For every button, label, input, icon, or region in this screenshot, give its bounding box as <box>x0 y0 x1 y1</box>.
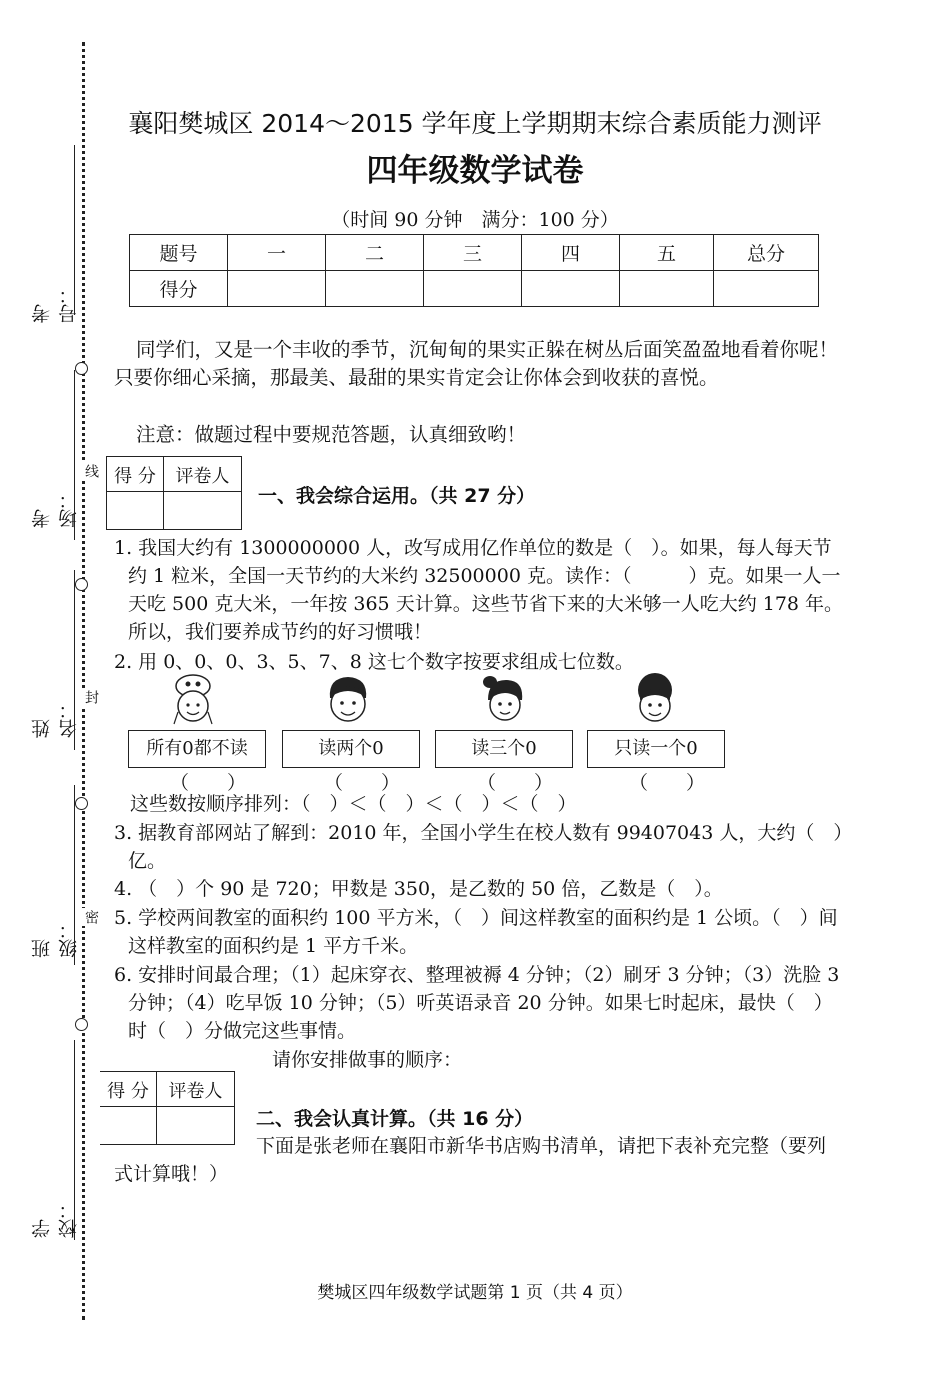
time-info: （时间 90 分钟 满分：100 分） <box>331 209 619 231</box>
question-6: 6. 安排时间最合理；（1）起床穿衣、整理被褥 4 分钟；（2）刷牙 3 分钟；（3）洗脸 3 分钟；（4）吃早饭 10 分钟；（5）听英语录音 20 分钟。如果七时起床，最快（ ）时（ ）分做完这些事情。 <box>114 964 840 1042</box>
question-6-subprompt: 请你安排做事的顺序： <box>272 1049 463 1071</box>
score-header-cell: 二 <box>326 235 424 271</box>
score-header-cell: 四 <box>522 235 620 271</box>
score-cell[interactable] <box>326 271 424 307</box>
requirement-box-read-one-zero: 只读一个0 <box>587 730 725 768</box>
school-label: 学校： <box>31 1200 80 1238</box>
grader-name-label: 评卷人 <box>175 466 230 487</box>
score-cell[interactable] <box>620 271 714 307</box>
score-header-cell: 五 <box>620 235 714 271</box>
class-blank[interactable] <box>74 785 75 965</box>
section2-intro: 下面是张老师在襄阳市新华书店购书清单，请把下表补充完整（要列式计算哦！） <box>114 1135 827 1185</box>
score-table <box>129 234 819 307</box>
score-cell[interactable] <box>714 271 819 307</box>
score-cell[interactable] <box>424 271 522 307</box>
question-5: 5. 学校两间教室的面积约 100 平方米，（ ）间这样教室的面积约是 1 公顷。（ ）间这样教室的面积约是 1 平方千米。 <box>114 907 838 957</box>
requirement-box-no-zero-read: 所有0都不读 <box>128 730 266 768</box>
exam-subtitle: 四年级数学试卷 <box>366 153 584 189</box>
answer-blank[interactable]: （ ） <box>170 772 247 794</box>
question-3: 3. 据教育部网站了解到：2010 年，全国小学生在校人数有 99407043 人，大约（ ）亿。 <box>114 822 843 872</box>
page-footer: 樊城区四年级数学试题第 1 页（共 4 页） <box>317 1283 633 1303</box>
question-1: 1. 我国大约有 1300000000 人，改写成用亿作单位的数是（ ）。如果，每人每天节约 1 粒米，全国一天节约的大米约 32500000 克。读作：（ ）克。如果一人一天吃 500 克大米，一年按 365 天计算。这些节省下来的大米够一人吃大约 178 年。所以，我们要养成节约的好习惯哦！ <box>114 537 844 643</box>
answer-blank[interactable]: （ ） <box>629 772 706 794</box>
score-header-cell: 总分 <box>714 235 819 271</box>
score-cell[interactable] <box>228 271 326 307</box>
answer-blank[interactable]: （ ） <box>324 772 401 794</box>
binding-hole-circle <box>75 362 88 375</box>
order-prompt: 这些数按顺序排列：（ ）＜（ ）＜（ ）＜（ ） <box>130 793 577 815</box>
section2-title: 二、我会认真计算。（共 16 分） <box>256 1108 534 1130</box>
score-table-score-row <box>130 271 819 307</box>
school-blank[interactable] <box>74 1040 75 1240</box>
exam-number-label: 考号： <box>31 285 80 323</box>
boy-face-icon <box>322 672 374 730</box>
section1-title: 一、我会综合运用。（共 27 分） <box>258 485 536 507</box>
binding-hole-circle <box>75 1018 88 1031</box>
score-row-label: 得分 <box>130 271 228 307</box>
name-blank[interactable] <box>74 570 75 750</box>
name-label: 姓名： <box>31 700 80 738</box>
binding-word-secret: 密 <box>83 910 99 924</box>
exam-title: 襄阳樊城区 2014～2015 学年度上学期期末综合素质能力测评 <box>128 109 822 138</box>
score-cell[interactable] <box>522 271 620 307</box>
girl-ponytail-icon <box>478 672 532 730</box>
score-header-cell: 三 <box>424 235 522 271</box>
question-4: 4. （ ）个 90 是 720；甲数是 350，是乙数的 50 倍，乙数是（ ）。 <box>114 878 723 900</box>
notice-text: 注意：做题过程中要规范答题，认真细致哟！ <box>136 423 527 446</box>
binding-word-seal: 封 <box>83 690 99 704</box>
binding-dotted-line <box>82 42 85 1320</box>
score-header-cell: 题号 <box>130 235 228 271</box>
question-2: 2. 用 0、0、0、3、5、7、8 这七个数字按要求组成七位数。 <box>114 651 634 673</box>
grader-score-label: 得 分 <box>107 1081 149 1102</box>
requirement-box-read-two-zeros: 读两个0 <box>282 730 420 768</box>
score-header-cell: 一 <box>228 235 326 271</box>
binding-word-line: 线 <box>83 464 99 478</box>
answer-blank[interactable]: （ ） <box>477 772 554 794</box>
requirement-box-read-three-zeros: 读三个0 <box>435 730 573 768</box>
binding-hole-circle <box>75 797 88 810</box>
boy-curly-hair-icon <box>628 672 682 730</box>
intro-paragraph: 同学们，又是一个丰收的季节，沉甸甸的果实正躲在树丛后面笑盈盈地看着你呢！只要你细心采摘，那最美、最甜的果实肯定会让你体会到收获的喜悦。 <box>114 338 839 389</box>
class-label: 班级： <box>31 920 80 958</box>
grader-score-label: 得 分 <box>114 466 156 487</box>
exam-room-label: 考场： <box>31 490 80 528</box>
binding-hole-circle <box>75 578 88 591</box>
section1-grader-box <box>106 456 242 530</box>
girl-with-hat-icon <box>168 672 218 728</box>
exam-room-blank[interactable] <box>74 370 75 540</box>
score-table-header-row <box>130 235 819 271</box>
grader-name-label: 评卷人 <box>168 1081 223 1102</box>
